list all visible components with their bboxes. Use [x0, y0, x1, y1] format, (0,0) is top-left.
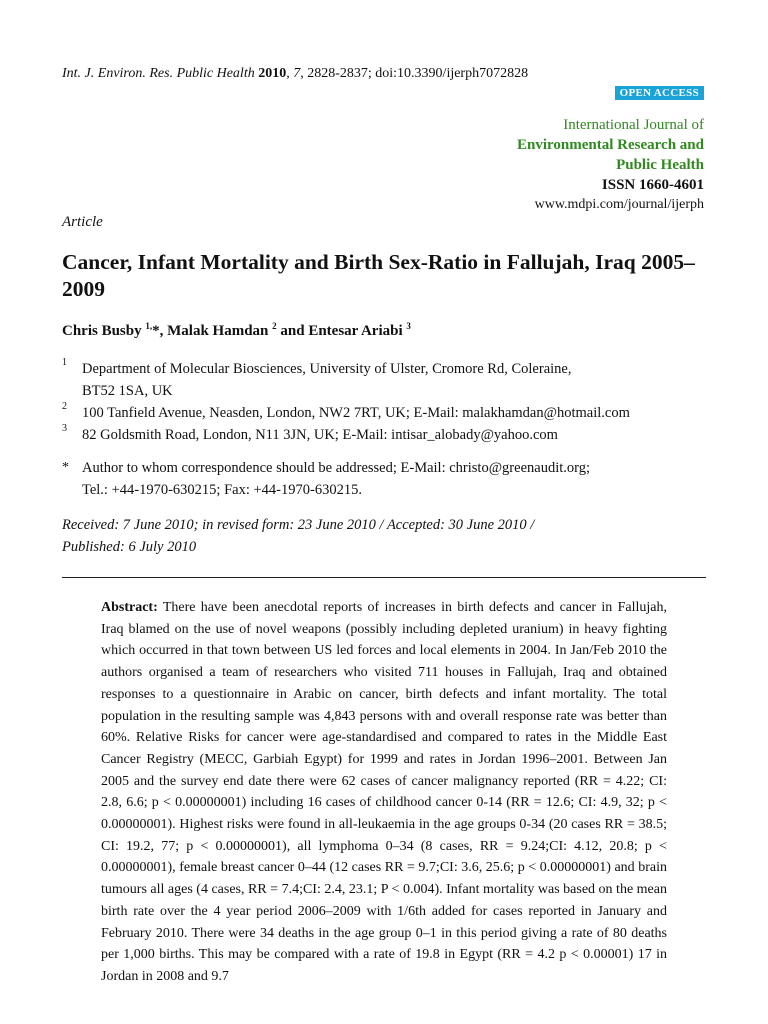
affiliation-text: Department of Molecular Biosciences, University of Ulster, Cromore Rd, Coleraine,	[82, 361, 572, 377]
article-type: Article	[62, 214, 103, 230]
abstract	[101, 597, 667, 988]
author-affil-ref: 3	[406, 321, 411, 331]
corresponding-mark: *	[152, 323, 160, 339]
journal-name-line3: Public Health	[616, 157, 704, 173]
journal-issn: ISSN 1660-4601	[601, 177, 704, 193]
author-name: Chris Busby	[62, 323, 142, 339]
paper-title: Cancer, Infant Mortality and Birth Sex-Ratio in Fallujah, Iraq 2005–2009	[62, 250, 695, 301]
citation-rest: , 2828-2837; doi:10.3390/ijerph7072828	[300, 66, 529, 81]
author-list: Chris Busby $^{1,}$*, Malak Hamdan $^2$ and Entesar Ariabi $^3$	[62, 321, 411, 339]
author-name: Malak Hamdan	[167, 323, 269, 339]
citation-line: Int. J. Environ. Res. Public Health 2010, 7, 2828-2837; doi:10.3390/ijerph7072828	[62, 66, 529, 81]
affiliation-3	[62, 424, 712, 446]
correspondence-line: Tel.: +44-1970-630215; Fax: +44-1970-630215.	[82, 482, 362, 498]
abstract-text: There have been anecdotal reports of increases in birth defects and cancer in Fallujah, Iraq blamed on the use of novel weapons (possibly including depleted uranium) in heavy fighting which occurred in that town between US led forces and local elements in 2004. In Jan/Feb 2010 the authors organised a team of researchers who visited 711 houses in Fallujah, Iraq and obtained responses to a questionnaire in Arabic on cancer, birth defects and infant mortality. The total population in the resulting sample was 4,843 persons with and overall response rate was better than 60%. Relative Risks for cancer were age-standardised and compared to rates in the Middle East Cancer Registry (MECC, Garbiah Egypt) for 1999 and rates in Jordan 1996–2001. Between Jan 2005 and the survey end date there were 62 cases of cancer malignancy reported (RR = 4.22; CI: 2.8, 6.6; p < 0.00000001) including 16 cases of childhood cancer 0-14 (RR = 12.6; CI: 4.9, 32; p < 0.00000001). Highest risks were found in all-leukaemia in the age groups 0-34 (20 cases RR = 38.5; CI: 19.2, 77; p < 0.00000001), all lymphoma 0–34 (8 cases, RR = 9.24;CI: 4.12, 20.8; p < 0.00000001), female breast cancer 0–44 (12 cases RR = 9.7;CI: 3.6, 25.6; p < 0.00000001) and brain tumours all ages (4 cases, RR = 7.4;CI: 2.4, 23.1; P < 0.004). Infant mortality was based on the mean birth rate over the 4 year period 2006–2009 with 1/6th added for cases reported in January and February 2010. There were 34 deaths in the age group 0–1 in this period giving a rate of 80 deaths per 1,000 births. This may be compared with a rate of 19.8 in Egypt (RR = 4.2 p < 0.00001) 17 in Jordan in 2008 and 9.7	[101, 600, 668, 984]
open-access-badge: OPEN ACCESS	[615, 86, 704, 100]
journal-abbrev: Int. J. Environ. Res. Public Health	[62, 66, 255, 81]
author-name: Entesar Ariabi	[308, 323, 403, 339]
correspondence-star: *	[62, 460, 69, 475]
affiliation-2	[62, 402, 712, 424]
citation-year: 2010	[258, 66, 287, 81]
journal-info	[517, 115, 704, 215]
citation-volume: 7	[293, 66, 301, 81]
abstract-label: Abstract:	[101, 600, 158, 615]
affiliation-text: 82 Goldsmith Road, London, N11 3JN, UK; E-Mail: intisar_alobady@yahoo.com	[82, 427, 558, 443]
dates-line: Received: 7 June 2010; in revised form: 23 June 2010 / Accepted: 30 June 2010 /	[62, 517, 535, 533]
journal-name-line2: Environmental Research and	[517, 137, 704, 153]
journal-name-line1: International Journal of	[563, 117, 704, 133]
correspondence-note	[62, 457, 712, 501]
section-divider	[62, 577, 706, 578]
dates-line: Published: 6 July 2010	[62, 539, 197, 555]
correspondence-line: Author to whom correspondence should be addressed; E-Mail: christo@greenaudit.org;	[82, 460, 590, 476]
publication-dates	[62, 514, 712, 558]
affiliation-number: 3	[62, 423, 67, 434]
affiliation-text: 100 Tanfield Avenue, Neasden, London, NW2 7RT, UK; E-Mail: malakhamdan@hotmail.com	[82, 405, 630, 421]
author-affil-ref: 2	[272, 321, 277, 331]
journal-url[interactable]: www.mdpi.com/journal/ijerph	[534, 197, 704, 212]
affiliation-1	[62, 358, 712, 402]
affiliation-number: 2	[62, 401, 67, 412]
author-affil-ref: 1,	[145, 321, 153, 331]
affiliation-text: BT52 1SA, UK	[82, 383, 173, 399]
affiliation-number: 1	[62, 357, 67, 368]
